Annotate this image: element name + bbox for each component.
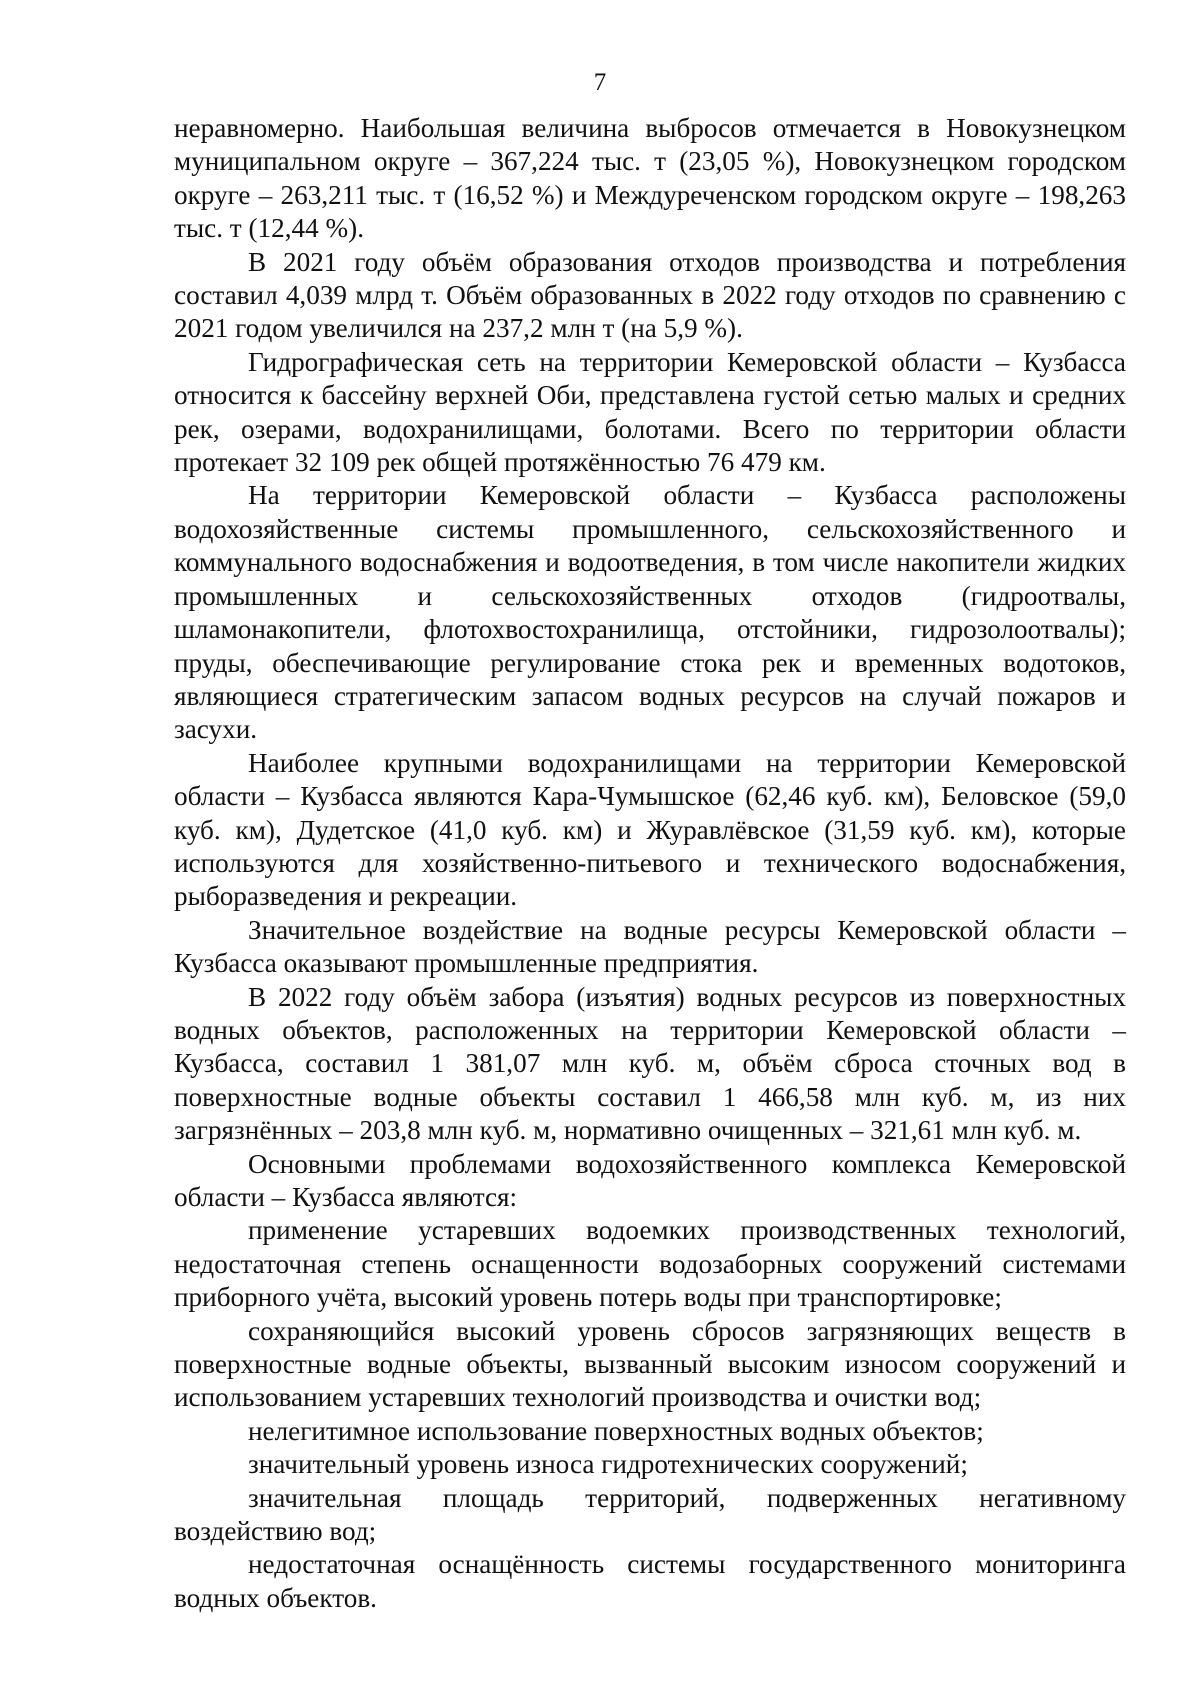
paragraph-reservoirs: Наиболее крупными водохранилищами на территории Кемеровской области – Кузбасса являются Кара-Чумышское (62,46 куб. км), Беловское (59,0 куб. км), Дудетское (41,0 куб. км) и Журавлёвское (31,59 куб. км), которые используются для хозяйственно-питьевого и технического водоснабжения, рыборазведения и рекреации. (174, 747, 1126, 912)
list-item-negative-impact-area: значительная площадь территорий, подверженных негативному воздействию вод; (174, 1482, 1126, 1547)
paragraph-water-intake: В 2022 году объём забора (изъятия) водных ресурсов из поверхностных водных объектов, расположенных на территории Кемеровской области – Кузбасса, составил 1 381,07 млн куб. м, объём сброса сточных вод в поверхностные водные объекты составил 1 466,58 млн куб. м, из них загрязнённых – 203,8 млн куб. м, нормативно очищенных – 321,61 млн куб. м. (174, 981, 1126, 1146)
page-number: 7 (593, 69, 607, 96)
list-item-illegitimate-use: нелегитимное использование поверхностных водных объектов; (248, 1415, 984, 1446)
list-item-structures-wear: значительный уровень износа гидротехнических сооружений; (248, 1449, 968, 1480)
paragraph-waste-volume: В 2021 году объём образования отходов производства и потребления составил 4,039 млрд т. Объём образованных в 2022 году отходов по сравнению с 2021 годом увеличился на 237,2 млн т (на 5,9 %). (174, 246, 1126, 344)
list-item-monitoring: недостаточная оснащённость системы государственного мониторинга водных объектов. (174, 1549, 1126, 1613)
document-body (174, 112, 1126, 1615)
paragraph-problems-intro: Основными проблемами водохозяйственного комплекса Кемеровской области – Кузбасса являются: (174, 1148, 1126, 1212)
paragraph-water-systems: На территории Кемеровской области – Кузбасса расположены водохозяйственные системы промышленного, сельскохозяйственного и коммунального водоснабжения и водоотведения, в том числе накопители жидких промышленных и сельскохозяйственных отходов (гидроотвалы, шламонакопители, флотохвостохранилища, отстойники, гидрозолоотвалы); пруды, обеспечивающие регулирование стока рек и временных водотоков, являющиеся стратегическим запасом водных ресурсов на случай пожаров и засухи. (174, 480, 1126, 745)
paragraph-emissions-distribution: неравномерно. Наибольшая величина выбросов отмечается в Новокузнецком муниципальном округе – 367,224 тыс. т (23,05 %), Новокузнецком городском округе – 263,211 тыс. т (16,52 %) и Междуреченском городском округе – 198,263 тыс. т (12,44 %). (174, 113, 1126, 244)
list-item-outdated-technologies: применение устаревших водоемких производственных технологий, недостаточная степень оснащенности водозаборных сооружений системами приборного учёта, высокий уровень потерь воды при транспортировке; (174, 1215, 1126, 1313)
list-item-pollutant-discharges: сохраняющийся высокий уровень сбросов загрязняющих веществ в поверхностные водные объекты, вызванный высоким износом сооружений и использованием устаревших технологий производства и очистки вод; (174, 1315, 1126, 1413)
paragraph-industrial-impact: Значительное воздействие на водные ресурсы Кемеровской области – Кузбасса оказывают промышленные предприятия. (174, 914, 1126, 979)
paragraph-hydrographic-network: Гидрографическая сеть на территории Кемеровской области – Кузбасса относится к бассейну верхней Оби, представлена густой сетью малых и средних рек, озерами, водохранилищами, болотами. Всего по территории области протекает 32 109 рек общей протяжённостью 76 479 км. (174, 346, 1126, 478)
